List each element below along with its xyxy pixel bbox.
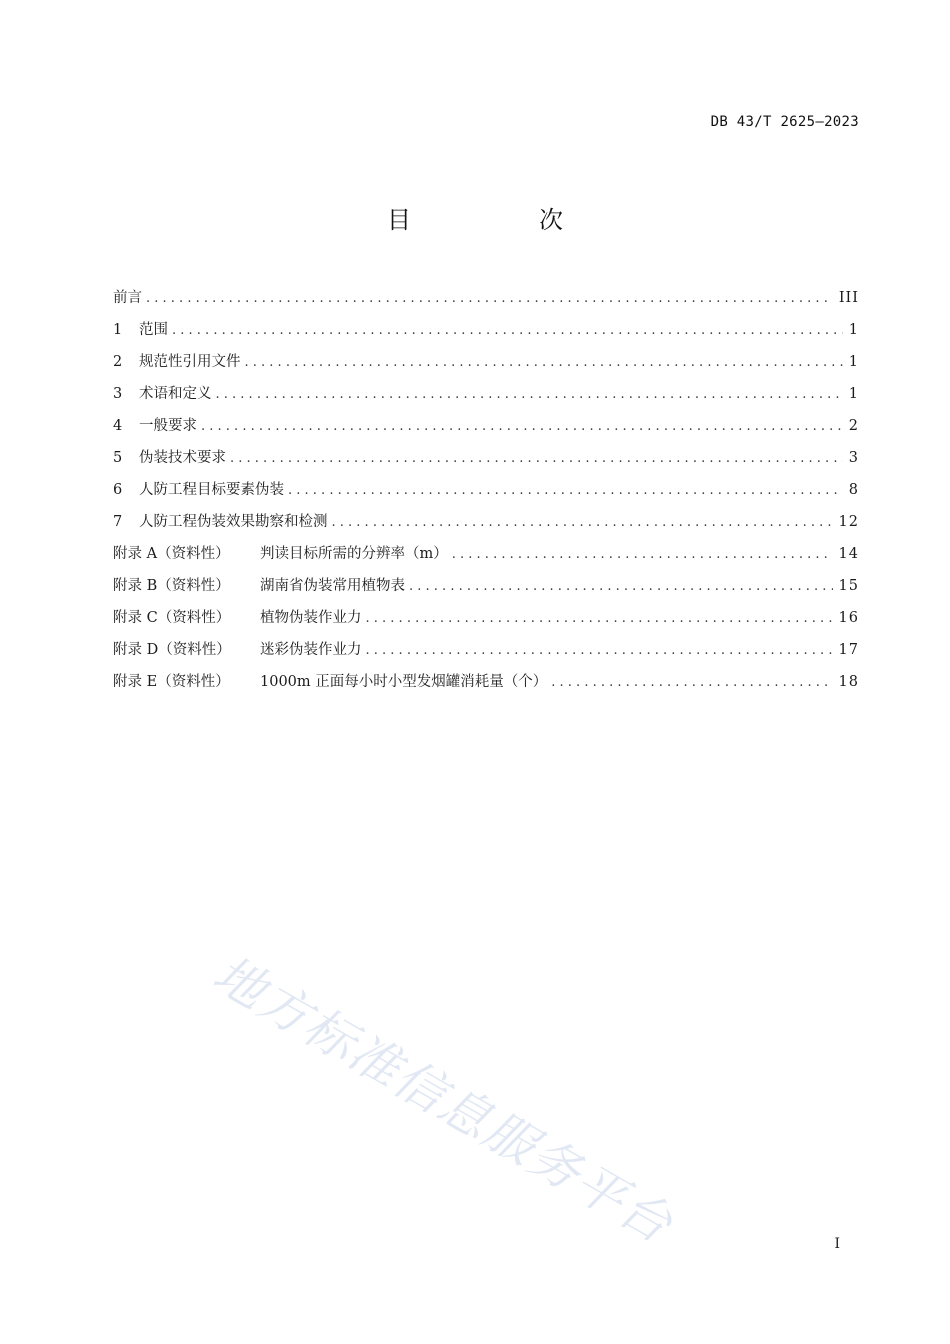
toc-entry-terms-definitions[interactable] xyxy=(113,382,859,414)
toc-entry-scope[interactable] xyxy=(113,318,859,350)
dot-leader xyxy=(366,610,833,626)
standard-code: DB 43/T 2625—2023 xyxy=(710,114,859,130)
dot-leader xyxy=(452,546,833,562)
toc-entry-number: 2 xyxy=(113,354,123,370)
toc-entry-foreword[interactable] xyxy=(113,286,859,318)
dot-leader xyxy=(366,642,833,658)
toc-appendix-label: 附录 C（资料性） xyxy=(113,610,231,626)
toc-entry-appendix-b[interactable] xyxy=(113,574,859,606)
toc-entry-number: 1 xyxy=(113,322,123,338)
dot-leader xyxy=(332,514,833,530)
toc-entry-page: 18 xyxy=(838,674,859,690)
toc-entry-normative-references[interactable] xyxy=(113,350,859,382)
toc-entry-page: 15 xyxy=(838,578,859,594)
toc-entry-survey-and-inspection[interactable] xyxy=(113,510,859,542)
toc-entry-general-requirements[interactable] xyxy=(113,414,859,446)
toc-entry-number: 6 xyxy=(113,482,123,498)
toc-entry-page: 16 xyxy=(838,610,859,626)
toc-entry-page: 17 xyxy=(838,642,859,658)
toc-entry-page: 14 xyxy=(838,546,859,562)
toc-entry-page: 12 xyxy=(838,514,859,530)
toc-entry-title: 术语和定义 xyxy=(139,386,212,402)
toc-entry-number: 4 xyxy=(113,418,123,434)
dot-leader xyxy=(551,674,832,690)
toc-entry-number: 3 xyxy=(113,386,123,402)
toc-appendix-label: 附录 D（资料性） xyxy=(113,642,231,658)
toc-entry-title: 人防工程目标要素伪装 xyxy=(139,482,284,498)
toc-entry-title: 前言 xyxy=(113,290,142,306)
dot-leader xyxy=(245,354,843,370)
dot-leader xyxy=(201,418,843,434)
toc-entry-page: 3 xyxy=(848,450,859,466)
page-number: I xyxy=(834,1236,840,1252)
toc-entry-number: 5 xyxy=(113,450,123,466)
toc-entry-title: 植物伪装作业力 xyxy=(260,610,362,626)
toc-entry-title: 迷彩伪装作业力 xyxy=(260,642,362,658)
toc-appendix-label: 附录 B（资料性） xyxy=(113,578,230,594)
toc-appendix-label: 附录 A（资料性） xyxy=(113,546,230,562)
toc-entry-title: 湖南省伪装常用植物表 xyxy=(260,578,405,594)
toc-entry-title: 一般要求 xyxy=(139,418,197,434)
toc-entry-appendix-a[interactable] xyxy=(113,542,859,574)
dot-leader xyxy=(216,386,843,402)
toc-entry-title: 范围 xyxy=(139,322,168,338)
toc-entry-page: 1 xyxy=(848,322,859,338)
toc-entry-number: 7 xyxy=(113,514,123,530)
toc-entry-title: 人防工程伪装效果勘察和检测 xyxy=(139,514,328,530)
dot-leader xyxy=(146,290,833,306)
toc-entry-target-element-camouflage[interactable] xyxy=(113,478,859,510)
page-title: 目 次 xyxy=(387,206,615,234)
toc-entry-title: 伪装技术要求 xyxy=(139,450,226,466)
toc-entry-page: 2 xyxy=(848,418,859,434)
toc-appendix-label: 附录 E（资料性） xyxy=(113,674,230,690)
dot-leader xyxy=(288,482,843,498)
dot-leader xyxy=(409,578,833,594)
table-of-contents xyxy=(113,286,859,702)
toc-entry-page: 8 xyxy=(848,482,859,498)
dot-leader xyxy=(230,450,843,466)
toc-entry-camouflage-technical-requirements[interactable] xyxy=(113,446,859,478)
toc-entry-title: 1000m 正面每小时小型发烟罐消耗量（个） xyxy=(260,674,548,690)
toc-entry-appendix-e[interactable] xyxy=(113,670,859,702)
toc-entry-page: 1 xyxy=(848,386,859,402)
watermark-text: 地方标准信息服务平台 xyxy=(203,944,683,1255)
toc-entry-title: 判读目标所需的分辨率（m） xyxy=(260,546,448,562)
toc-entry-page: III xyxy=(838,290,859,306)
toc-entry-page: 1 xyxy=(848,354,859,370)
toc-entry-appendix-c[interactable] xyxy=(113,606,859,638)
dot-leader xyxy=(172,322,843,338)
toc-entry-appendix-d[interactable] xyxy=(113,638,859,670)
toc-entry-title: 规范性引用文件 xyxy=(139,354,241,370)
